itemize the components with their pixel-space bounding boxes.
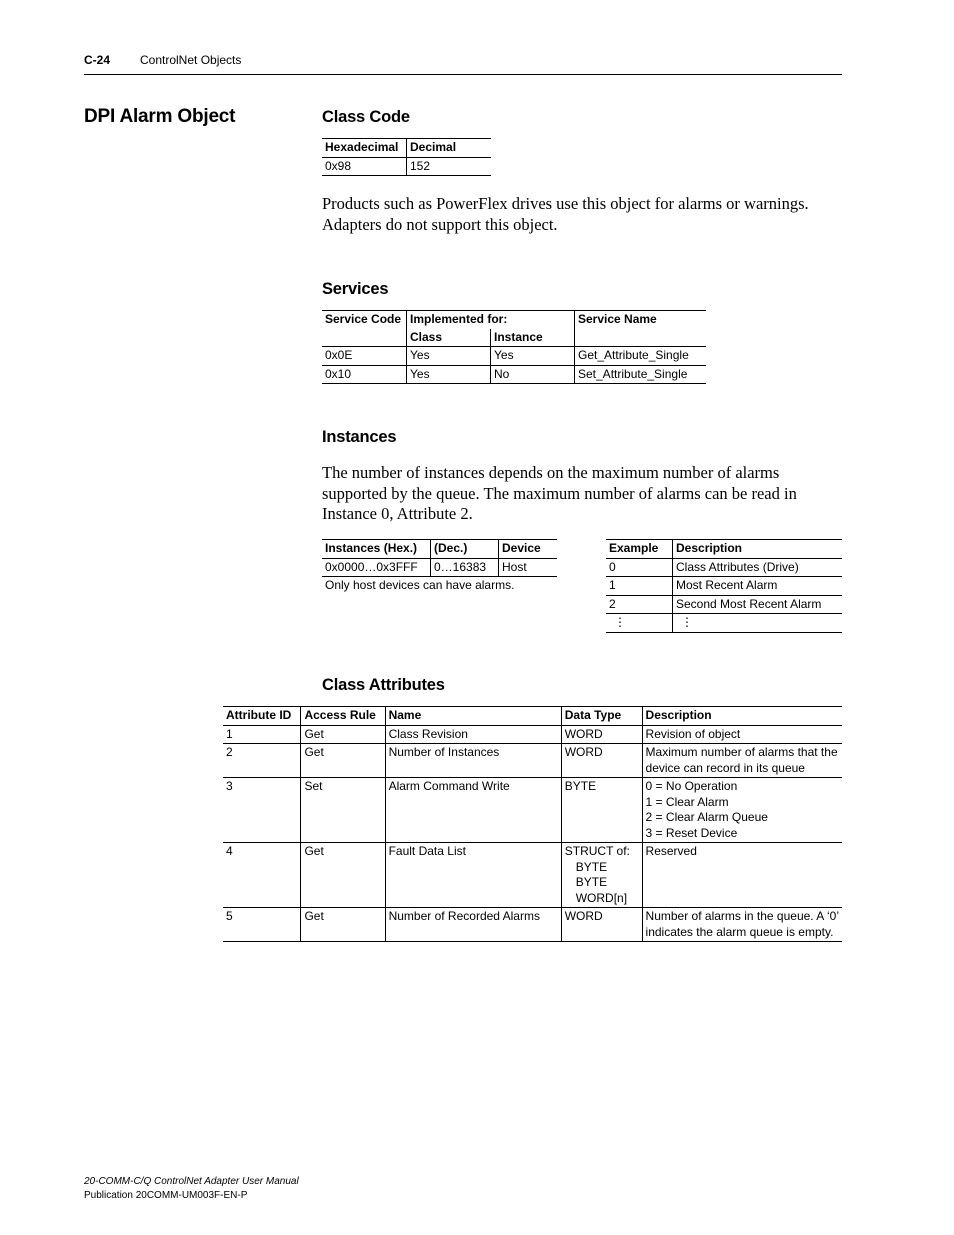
table-cell: Most Recent Alarm — [673, 577, 843, 596]
paragraph-line: Instance 0, Attribute 2. — [322, 504, 473, 523]
column-header: Service Code — [322, 311, 407, 347]
page-number: C-24 — [84, 53, 111, 67]
cell-line: BYTE — [575, 859, 608, 874]
table-cell: 5 — [223, 908, 301, 942]
table-cell: 152 — [407, 157, 492, 176]
instances-table — [322, 539, 557, 595]
table-header-row — [223, 707, 842, 726]
column-header: Description — [642, 707, 842, 726]
class-attributes-heading: Class Attributes — [322, 676, 445, 694]
column-header: Implemented for: — [407, 311, 575, 329]
cell-line: STRUCT of: — [564, 844, 630, 858]
cell-line: device can record in its queue — [645, 760, 805, 775]
table-cell: ⋮ — [606, 614, 673, 633]
cell-line: Number of alarms in the queue. A ‘0’ — [645, 909, 839, 923]
cell-line: 2 = Clear Alarm Queue — [645, 810, 768, 824]
table-cell: Alarm Command Write — [385, 778, 561, 843]
cell-line: Maximum number of alarms that the — [645, 745, 838, 759]
table-header-row — [322, 311, 706, 329]
column-header: Data Type — [561, 707, 642, 726]
table-header-row — [606, 540, 842, 559]
paragraph-line: The number of instances depends on the maximum number of alarms — [322, 463, 780, 482]
cell-line: BYTE — [564, 779, 597, 793]
table-cell: Get — [301, 908, 385, 942]
cell-line: Revision of object — [645, 726, 741, 741]
table-row — [606, 595, 842, 614]
section-title: DPI Alarm Object — [84, 106, 236, 127]
table-cell: 0x0E — [322, 347, 407, 366]
table-cell: Get — [301, 744, 385, 778]
table-cell — [642, 908, 842, 942]
table-cell — [561, 843, 642, 908]
paragraph-line: Products such as PowerFlex drives use this object for alarms or warnings. — [322, 194, 809, 213]
table-cell: Class Attributes (Drive) — [673, 558, 843, 577]
table-cell: No — [491, 365, 575, 384]
table-cell: 4 — [223, 843, 301, 908]
table-cell: 0x10 — [322, 365, 407, 384]
cell-line: Reserved — [645, 844, 697, 858]
table-cell: 0x0000…0x3FFF — [325, 559, 418, 574]
column-header: Description — [673, 540, 843, 559]
table-cell — [561, 778, 642, 843]
table-cell: 2 — [606, 595, 673, 614]
table-row — [322, 365, 706, 384]
chapter-title: ControlNet Objects — [140, 53, 242, 67]
cell-line: WORD — [564, 909, 603, 923]
table-cell: Set — [301, 778, 385, 843]
cell-line: indicates the alarm queue is empty. — [645, 924, 834, 939]
cell-line: 1 = Clear Alarm — [645, 794, 729, 809]
column-header: Service Name — [575, 311, 707, 347]
table-cell: Second Most Recent Alarm — [673, 595, 843, 614]
cell-line: BYTE — [575, 875, 608, 889]
footer-manual-title: 20-COMM-C/Q ControlNet Adapter User Manual — [84, 1176, 299, 1187]
table-cell: 1 — [606, 577, 673, 596]
table-note: Only host devices can have alarms. — [322, 577, 557, 595]
table-cell: Class Revision — [385, 725, 561, 744]
table-cell: Get — [301, 843, 385, 908]
paragraph-line: Adapters do not support this object. — [322, 214, 558, 234]
table-cell — [561, 744, 642, 778]
table-cell: 2 — [223, 744, 301, 778]
column-header: (Dec.) — [431, 540, 499, 559]
column-header: Device — [499, 540, 558, 559]
column-header: Instances (Hex.) — [322, 540, 431, 559]
table-cell: Yes — [407, 347, 491, 366]
column-header: Attribute ID — [223, 707, 301, 726]
column-header: Access Rule — [301, 707, 385, 726]
table-cell: ⋮ — [673, 614, 843, 633]
class-code-table — [322, 138, 491, 176]
table-cell: Set_Attribute_Single — [575, 365, 707, 384]
cell-line: WORD — [564, 745, 603, 759]
table-cell: Get — [301, 725, 385, 744]
table-cell: Get_Attribute_Single — [575, 347, 707, 366]
table-row — [322, 347, 706, 366]
footer-publication: Publication 20COMM-UM003F-EN-P — [84, 1190, 248, 1201]
table-header-row — [322, 139, 491, 158]
column-header: Decimal — [407, 139, 492, 158]
table-cell — [642, 778, 842, 843]
cell-line: 3 = Reset Device — [645, 825, 738, 840]
table-header-row — [322, 540, 557, 559]
services-table — [322, 310, 706, 384]
example-table — [606, 539, 842, 633]
column-header: Hexadecimal — [322, 139, 407, 158]
table-row — [223, 843, 842, 908]
table-cell: 0 — [606, 558, 673, 577]
table-row — [606, 577, 842, 596]
table-cell: Number of Recorded Alarms — [385, 908, 561, 942]
instances-paragraph — [322, 463, 797, 525]
table-cell — [561, 725, 642, 744]
table-row — [322, 157, 491, 176]
instances-heading: Instances — [322, 428, 397, 446]
table-row — [606, 558, 842, 577]
table-row — [223, 744, 842, 778]
table-row — [606, 614, 842, 633]
table-cell — [642, 725, 842, 744]
table-note-row — [322, 577, 557, 595]
table-row — [322, 558, 557, 577]
paragraph-line: supported by the queue. The maximum number of alarms can be read in — [322, 483, 797, 503]
cell-line: 0 = No Operation — [645, 779, 738, 793]
table-cell: Number of Instances — [385, 744, 561, 778]
intro-paragraph — [322, 194, 809, 235]
table-cell: 0…16383 — [431, 558, 499, 577]
column-header: Instance — [491, 329, 575, 347]
table-cell: Fault Data List — [385, 843, 561, 908]
services-heading: Services — [322, 280, 389, 298]
cell-line: WORD[n] — [575, 890, 628, 905]
column-header: Example — [606, 540, 673, 559]
table-cell — [642, 843, 842, 908]
table-cell: Yes — [491, 347, 575, 366]
table-cell: 1 — [223, 725, 301, 744]
table-row — [223, 778, 842, 843]
class-code-heading: Class Code — [322, 108, 410, 126]
column-header: Name — [385, 707, 561, 726]
table-cell — [642, 744, 842, 778]
table-cell: Yes — [407, 365, 491, 384]
class-attributes-table — [223, 706, 842, 942]
column-header: Class — [407, 329, 491, 347]
table-row — [223, 725, 842, 744]
table-cell: Host — [499, 558, 558, 577]
table-cell — [561, 908, 642, 942]
header-rule — [84, 74, 842, 75]
table-row — [223, 908, 842, 942]
cell-line: WORD — [564, 726, 603, 741]
table-cell: 0x98 — [322, 157, 407, 176]
table-cell: 3 — [223, 778, 301, 843]
